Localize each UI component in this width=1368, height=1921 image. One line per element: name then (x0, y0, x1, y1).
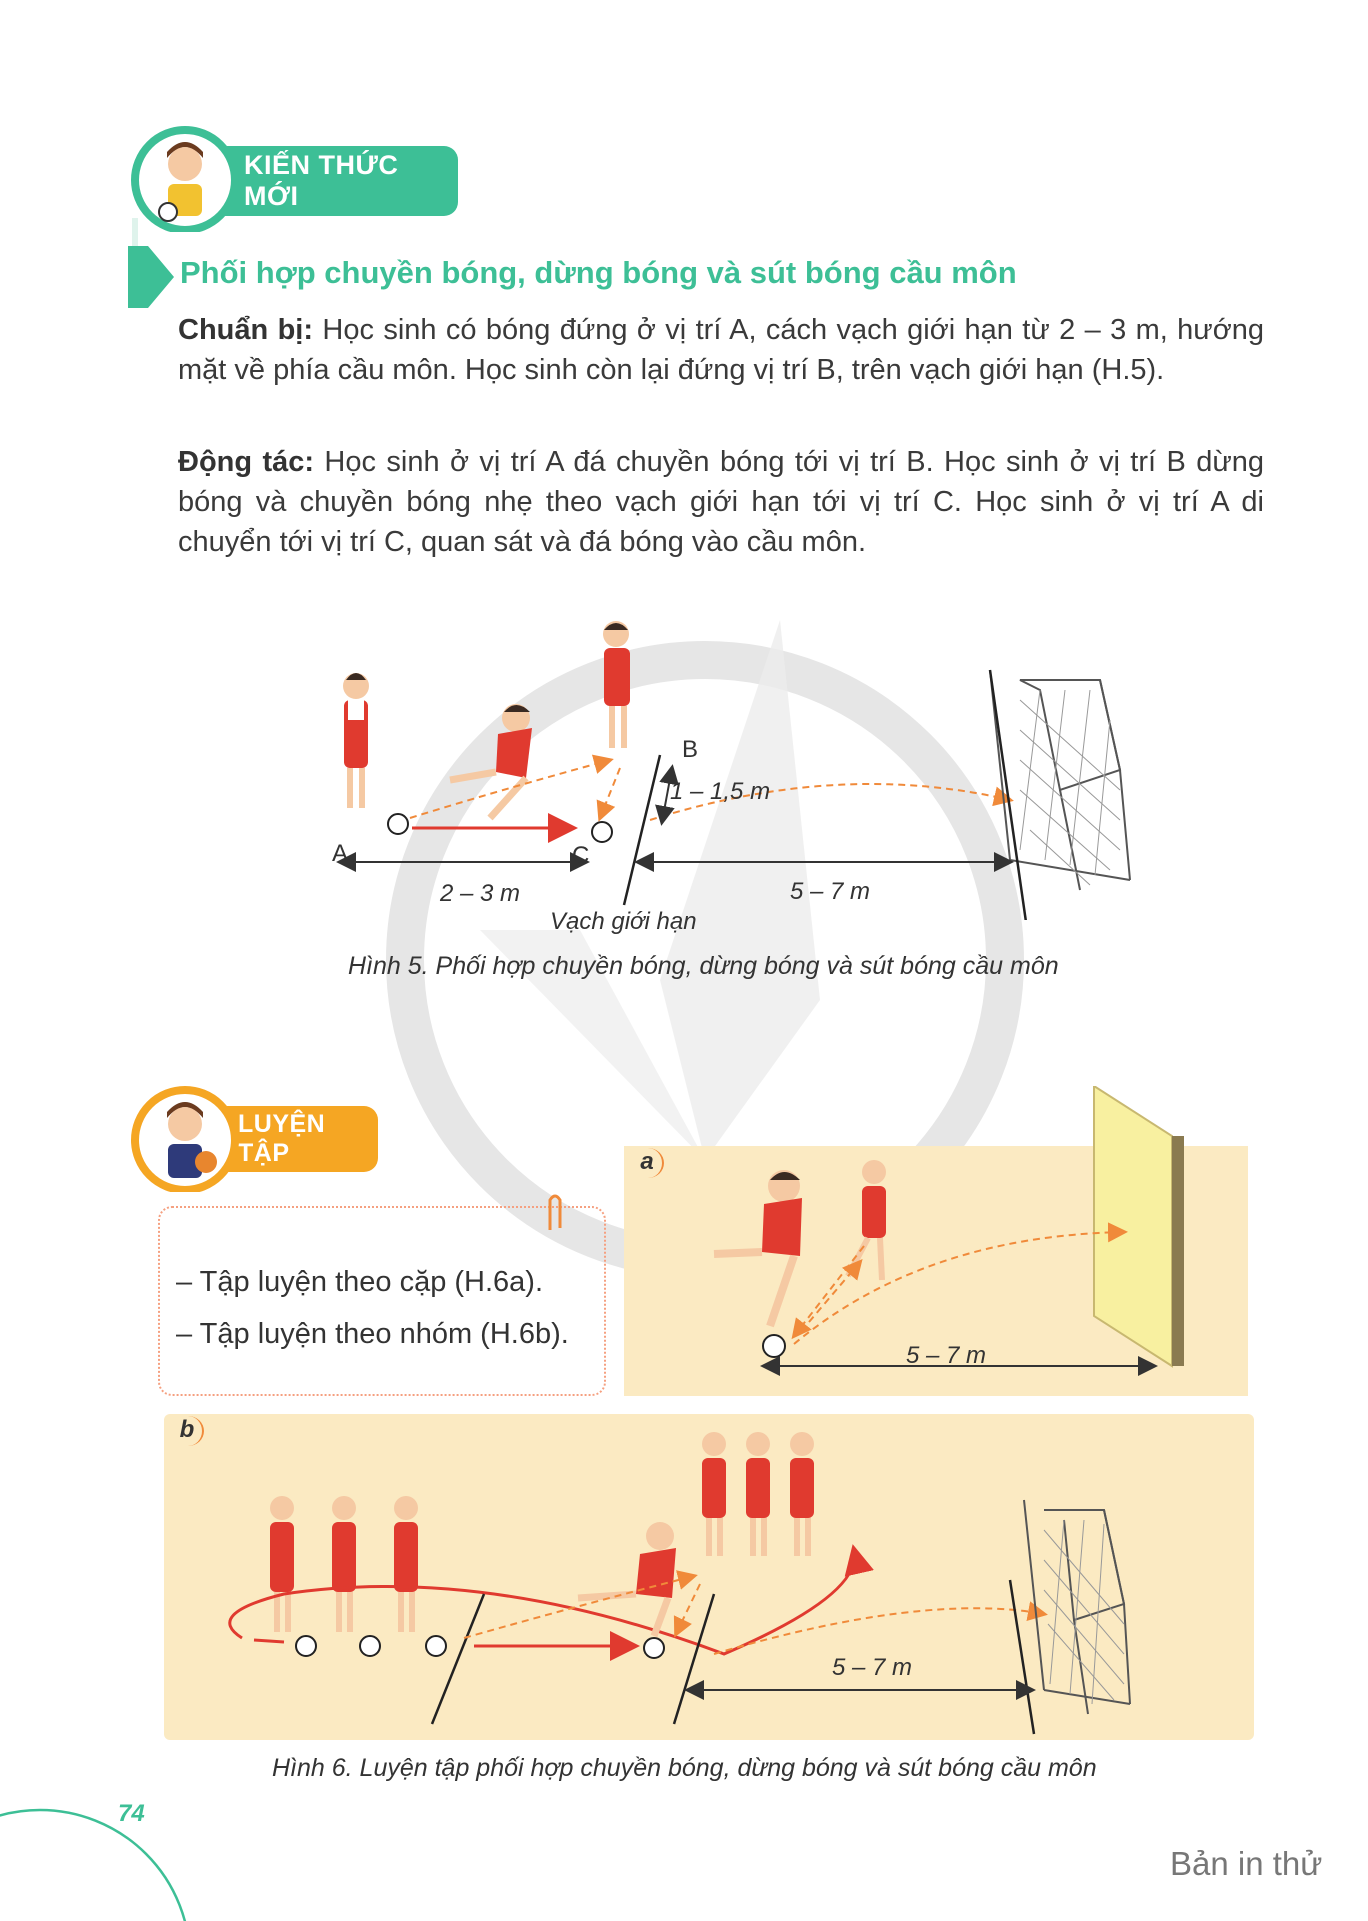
fig5-label-b: B (682, 736, 699, 763)
practice-item-2: – Tập luyện theo nhóm (H.6b). (176, 1318, 569, 1350)
draft-watermark-text: Bản in thử (1170, 1845, 1323, 1882)
ball-c (592, 822, 612, 842)
new-knowledge-label: KIẾN THỨC MỚI (244, 150, 399, 211)
waiting-players-left (270, 1496, 418, 1632)
fig6-caption: Hình 6. Luyện tập phối hợp chuyền bóng, dừng bóng và sút bóng cầu môn (272, 1754, 1097, 1782)
fig6b-label: b (172, 1416, 204, 1446)
action-label: Động tác: (178, 446, 315, 478)
boy-avatar-icon (130, 122, 240, 232)
ball-a (388, 814, 408, 834)
player-b-figure (603, 621, 630, 748)
fig5-dist-ac: 2 – 3 m (440, 880, 521, 907)
page-number: 74 (118, 1800, 145, 1827)
fig5-caption: Hình 5. Phối hợp chuyền bóng, dừng bóng và sút bóng cầu môn (348, 952, 1059, 980)
fig6a-label: a (632, 1148, 664, 1178)
partner-figure (848, 1160, 886, 1280)
figure6b-illustration (164, 1414, 1254, 1740)
prep-label: Chuẩn bị: (178, 314, 314, 346)
fig5-dist-goal: 5 – 7 m (790, 878, 871, 905)
action-text: Học sinh ở vị trí A đá chuyền bóng tới vị trí B. Học sinh ở vị trí B dừng bóng và chuyền bóng nhẹ theo vạch giới hạn tới vị trí C. Học sinh ở vị trí A di chuyển tới vị trí C, quan sát và đá bóng vào cầu môn. (178, 446, 1264, 558)
waiting-players-right (702, 1432, 814, 1556)
prep-paragraph (178, 310, 1264, 390)
ball-6a (763, 1335, 785, 1357)
fig5-label-c: C (572, 842, 590, 869)
fig6a-dist: 5 – 7 m (906, 1342, 987, 1369)
kicker-figure (714, 1170, 802, 1326)
page-corner-arc (0, 1770, 200, 1921)
figure6b-panel (164, 1414, 1254, 1740)
player-a-figure (343, 673, 369, 808)
kicker-figure-6b (578, 1522, 676, 1636)
limit-line (624, 755, 660, 905)
fig5-dist-b: 1 – 1,5 m (670, 778, 771, 805)
wall (1094, 1086, 1172, 1366)
action-paragraph (178, 442, 1264, 562)
fig5-limit-line-label: Vạch giới hạn (550, 908, 697, 935)
section-heading: Phối hợp chuyền bóng, dừng bóng và sút bóng cầu môn (180, 255, 1017, 290)
fig6b-dist: 5 – 7 m (832, 1654, 913, 1681)
boy-basketball-avatar-icon (130, 1082, 240, 1192)
figure5-illustration (320, 600, 1140, 920)
heading-arrow-icon (128, 246, 174, 308)
practice-label: LUYỆN TẬP (238, 1110, 326, 1167)
practice-note-box (158, 1206, 606, 1396)
figure6a-panel (624, 1146, 1248, 1396)
paperclip-icon (544, 1190, 566, 1238)
fig5-label-a: A (332, 840, 349, 867)
practice-item-1: – Tập luyện theo cặp (H.6a). (176, 1266, 544, 1298)
prep-text: Học sinh có bóng đứng ở vị trí A, cách vạch giới hạn từ 2 – 3 m, hướng mặt về phía cầu môn. Học sinh còn lại đứng vị trí B, trên vạch giới hạn (H.5). (178, 314, 1264, 386)
kicking-player-figure (450, 704, 532, 818)
